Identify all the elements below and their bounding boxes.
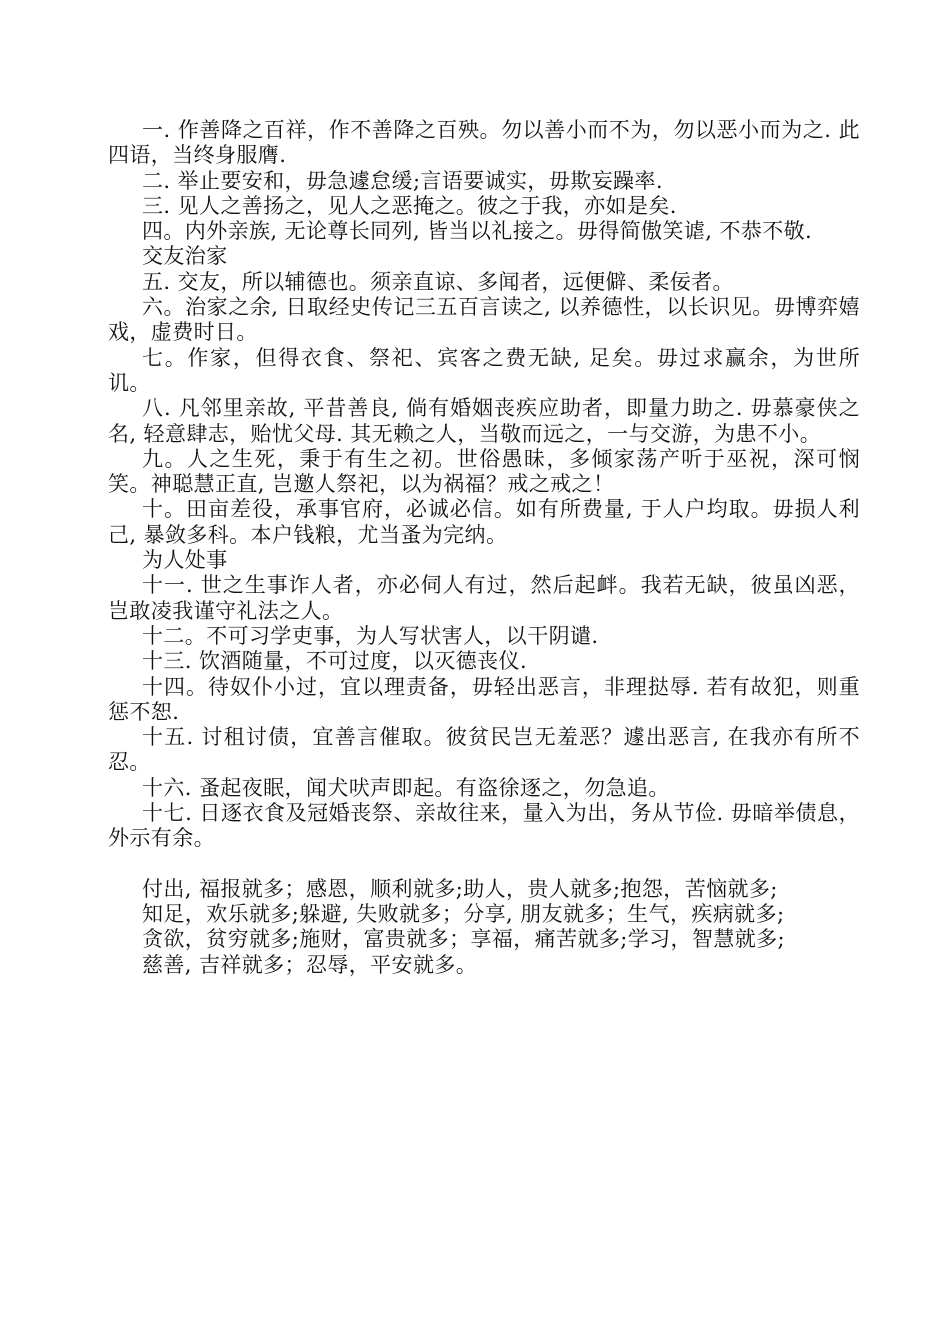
blank-line bbox=[108, 852, 860, 877]
paragraph-13: 十三. 饮酒随量，不可过度，以灭德丧仪. bbox=[142, 649, 528, 674]
paragraph-1: 一. 作善降之百祥，作不善降之百殃。勿以善小而不为，勿以恶小而为之. 此四语，当终身服膺. bbox=[108, 118, 860, 168]
paragraph-15: 十五. 讨租讨债，宜善言催取。彼贫民岂无羞恶？遽出恶言, 在我亦有所不忍。 bbox=[108, 725, 860, 775]
verse-line-4: 慈善, 吉祥就多；忍辱，平安就多。 bbox=[142, 952, 478, 977]
paragraph-8: 八. 凡邻里亲故, 平昔善良, 倘有婚姻丧疾应助者，即量力助之. 毋慕豪侠之名, 轻意肆志，贻忧父母. 其无赖之人，当敬而远之，一与交游，为患不小。 bbox=[108, 396, 860, 446]
paragraph-3: 三. 见人之善扬之，见人之恶掩之。彼之于我，亦如是矣. bbox=[142, 193, 677, 218]
document-body bbox=[108, 118, 860, 978]
paragraph-16: 十六. 蚤起夜眠，闻犬吠声即起。有盗徐逐之，勿急追。 bbox=[142, 775, 670, 800]
paragraph-7: 七。作家，但得衣食、祭祀、宾客之费无缺, 足矣。毋过求赢余，为世所讥。 bbox=[108, 345, 860, 395]
verse-line-3: 贪欲，贫穷就多;施财，富贵就多；享福，痛苦就多;学习，智慧就多; bbox=[142, 927, 786, 952]
paragraph-4: 四。内外亲族, 无论尊长同列, 皆当以礼接之。毋得简傲笑谑, 不恭不敬. bbox=[142, 219, 813, 244]
paragraph-14: 十四。待奴仆小过，宜以理责备，毋轻出恶言，非理挞辱. 若有故犯，则重惩不恕. bbox=[108, 674, 860, 724]
verse-line-1: 付出, 福报就多；感恩，顺利就多;助人，贵人就多;抱怨，苦恼就多; bbox=[142, 876, 778, 901]
paragraph-11: 十一. 世之生事诈人者，亦必伺人有过，然后起衅。我若无缺，彼虽凶恶，岂敢凌我谨守礼法之人。 bbox=[108, 573, 860, 623]
paragraph-9: 九。人之生死，秉于有生之初。世俗愚昧，多倾家荡产听于巫祝，深可悯笑。神聪慧正直, 岂邀人祭祀，以为祸福？戒之戒之！ bbox=[108, 446, 860, 497]
paragraph-6: 六。治家之余, 日取经史传记三五百言读之, 以养德性，以长识见。毋博弈嬉戏，虚费时日。 bbox=[108, 295, 860, 345]
paragraph-17: 十七. 日逐衣食及冠婚丧祭、亲故往来，量入为出，务从节俭. 毋暗举债息，外示有余。 bbox=[108, 801, 860, 851]
section-heading-conduct: 为人处事 bbox=[142, 548, 228, 573]
paragraph-10: 十。田亩差役，承事官府，必诚必信。如有所费量, 于人户均取。毋损人利己, 暴敛多科。本户钱粮，尤当蚤为完纳。 bbox=[108, 497, 860, 547]
paragraph-5: 五. 交友，所以辅德也。须亲直谅、多闻者，远便僻、柔佞者。 bbox=[142, 269, 734, 294]
paragraph-2: 二. 举止要安和，毋急遽怠缓;言语要诚实，毋欺妄躁率. bbox=[142, 168, 663, 193]
section-heading-friends-family: 交友治家 bbox=[142, 244, 228, 269]
verse-line-2: 知足，欢乐就多;躲避, 失败就多；分享, 朋友就多；生气，疾病就多; bbox=[142, 901, 785, 926]
paragraph-12: 十二。不可习学吏事，为人写状害人，以干阴谴. bbox=[142, 623, 599, 648]
